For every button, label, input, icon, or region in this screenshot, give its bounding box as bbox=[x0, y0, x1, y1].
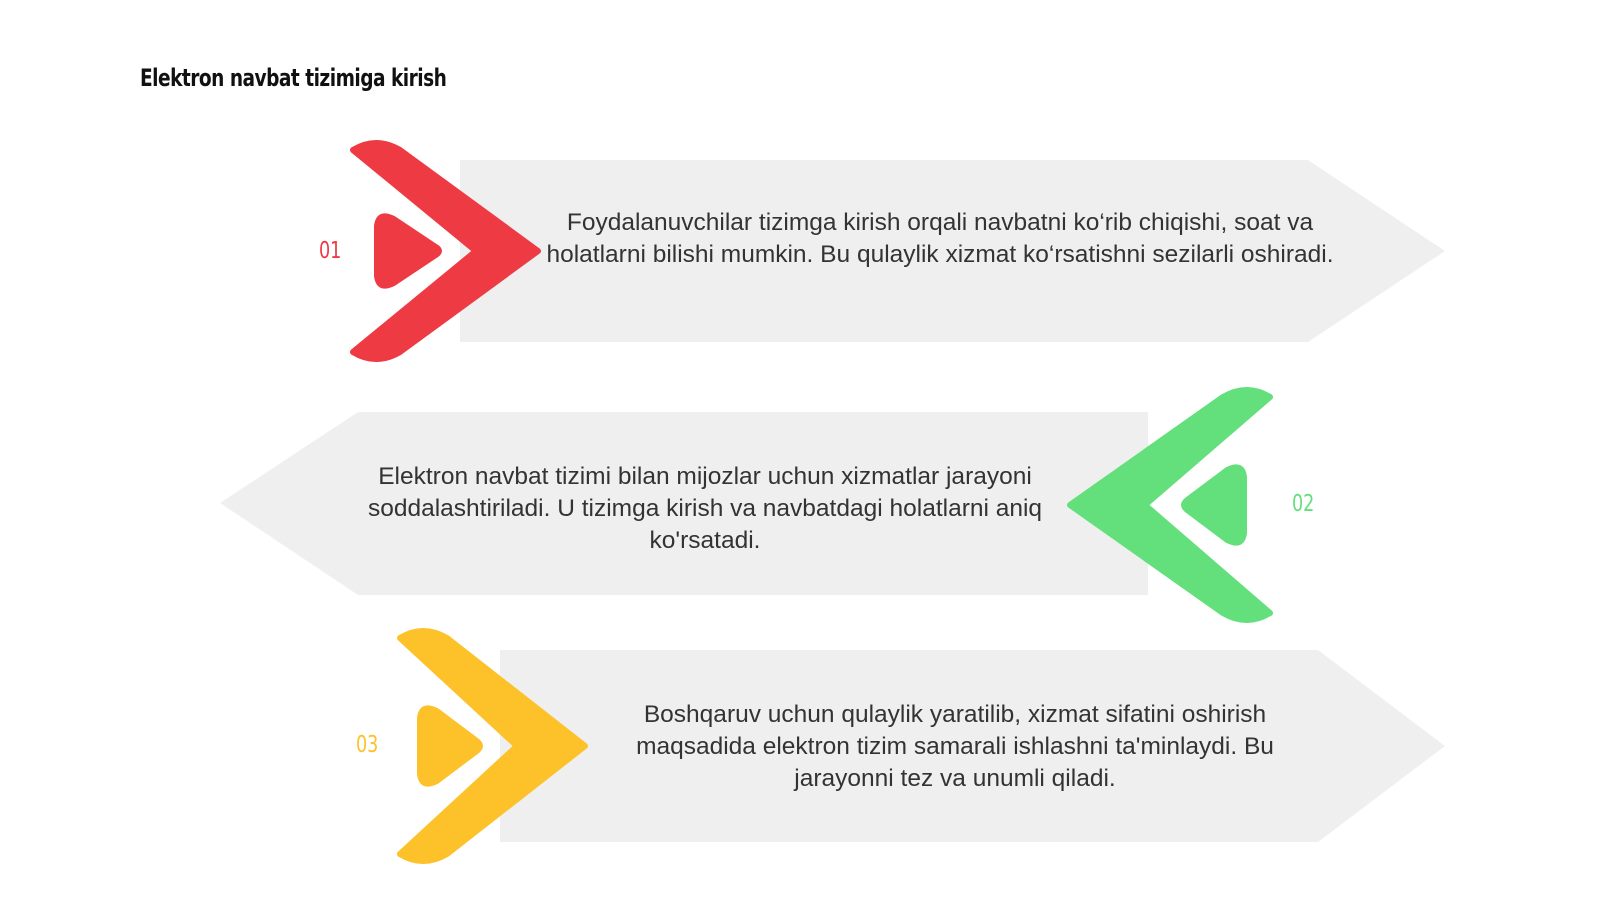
chevron-right-icon bbox=[348, 138, 558, 368]
step-number: 02 bbox=[1291, 491, 1315, 517]
step-description: Elektron navbat tizimi bilan mijozlar uchun xizmatlar jarayoni soddalashtiriladi. U tizimga kirish va navbatdagi holatlarni aniq ko'rsatadi. bbox=[367, 463, 1043, 554]
step-number: 03 bbox=[355, 732, 379, 758]
step-row-1 bbox=[0, 138, 1600, 368]
chevron-left-icon bbox=[1065, 385, 1275, 625]
step-row-2 bbox=[0, 385, 1600, 625]
step-number: 01 bbox=[318, 238, 342, 264]
step-description: Foydalanuvchilar tizimga kirish orqali navbatni ko‘rib chiqishi, soat va holatlarni bilishi mumkin. Bu qulaylik xizmat ko‘rsatishni sezilarli oshiradi. bbox=[546, 209, 1334, 268]
step-description: Boshqaruv uchun qulaylik yaratilib, xizmat sifatini oshirish maqsadida elektron tizim samarali ishlashni ta'minlaydi. Bu jarayonni tez va unumli qiladi. bbox=[636, 701, 1274, 792]
chevron-right-icon bbox=[395, 626, 605, 866]
step-row-3 bbox=[0, 626, 1600, 866]
slide-title: Elektron navbat tizimiga kirish bbox=[140, 64, 447, 92]
